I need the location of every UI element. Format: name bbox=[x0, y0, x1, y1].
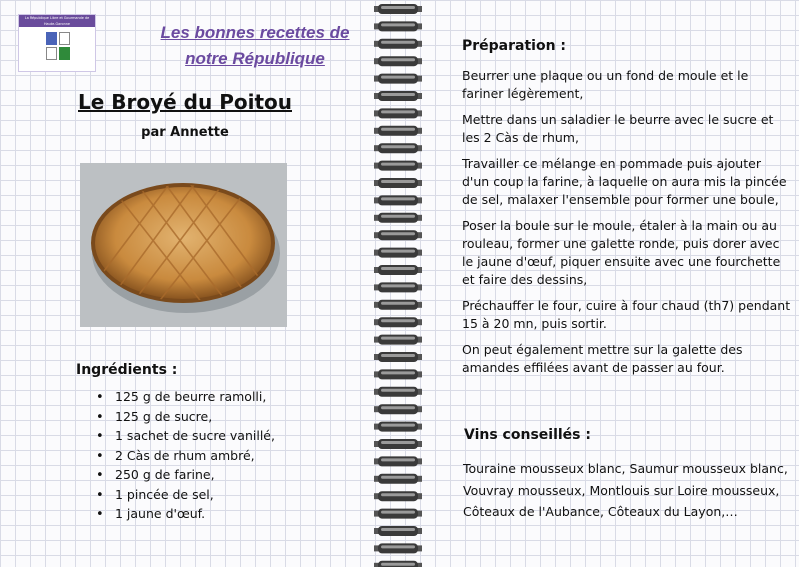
preparation-step: Travailler ce mélange en pommade puis ajouter d'un coup la farine, à laquelle on aura mis la pincée de sel, malaxer l'ensemble pour former une boule, bbox=[462, 156, 787, 207]
spiral-ring bbox=[374, 422, 422, 432]
preparation-step: Mettre dans un saladier le beurre avec le sucre et les 2 Càs de rhum, bbox=[462, 112, 774, 145]
list-item: • 125 g de beurre ramolli, bbox=[96, 388, 275, 408]
spiral-ring bbox=[374, 195, 422, 205]
ingredients-list bbox=[96, 388, 275, 525]
spiral-ring bbox=[374, 230, 422, 240]
wine-line: Touraine mousseux blanc, Saumur mousseux blanc, bbox=[463, 461, 788, 476]
list-item: • 1 sachet de sucre vanillé, bbox=[96, 427, 275, 447]
wines-list bbox=[463, 458, 793, 523]
preparation-step: On peut également mettre sur la galette des amandes effilées avant de passer au four. bbox=[462, 342, 743, 375]
spiral-ring bbox=[374, 561, 422, 567]
wine-line: Vouvray mousseux, Montlouis sur Loire mousseux, bbox=[463, 482, 780, 498]
site-title-line1: Les bonnes recettes de bbox=[160, 23, 350, 42]
spiral-ring bbox=[374, 4, 422, 14]
preparation-steps bbox=[462, 67, 792, 385]
spiral-ring bbox=[374, 143, 422, 153]
site-title bbox=[140, 20, 370, 72]
spiral-ring bbox=[374, 161, 422, 171]
spiral-ring bbox=[374, 404, 422, 414]
spiral-ring bbox=[374, 352, 422, 362]
notebook-spiral bbox=[374, 0, 422, 567]
list-item: • 125 g de sucre, bbox=[96, 408, 275, 428]
spiral-ring bbox=[374, 526, 422, 536]
spiral-ring bbox=[374, 21, 422, 31]
spiral-ring bbox=[374, 74, 422, 84]
spiral-ring bbox=[374, 39, 422, 49]
spiral-ring bbox=[374, 126, 422, 136]
spiral-ring bbox=[374, 456, 422, 466]
spiral-ring bbox=[374, 282, 422, 292]
list-item: • 1 pincée de sel, bbox=[96, 486, 275, 506]
spiral-ring bbox=[374, 369, 422, 379]
galette-photo bbox=[80, 163, 287, 327]
spiral-ring bbox=[374, 387, 422, 397]
wines-heading: Vins conseillés : bbox=[464, 427, 591, 443]
spiral-ring bbox=[374, 178, 422, 188]
republic-logo bbox=[18, 14, 96, 72]
spiral-ring bbox=[374, 300, 422, 310]
site-title-line2: notre République bbox=[185, 49, 325, 68]
logo-band-text: La République Libre et Gourmande de Haute-Garonne bbox=[19, 15, 95, 27]
preparation-step: Poser la boule sur le moule, étaler à la main ou au rouleau, former une galette ronde, puis dorer avec le jaune d'œuf, piquer ensuite avec une fourchette et faire des dessins, bbox=[462, 218, 781, 287]
list-item: • 250 g de farine, bbox=[96, 466, 275, 486]
wine-line: Côteaux de l'Aubance, Côteaux du Layon,… bbox=[463, 504, 738, 519]
recipe-author: par Annette bbox=[141, 125, 229, 140]
preparation-step: Beurrer une plaque ou un fond de moule et le fariner légèrement, bbox=[462, 68, 749, 101]
spiral-ring bbox=[374, 491, 422, 501]
spiral-ring bbox=[374, 213, 422, 223]
spiral-ring bbox=[374, 439, 422, 449]
list-item: • 2 Càs de rhum ambré, bbox=[96, 447, 275, 467]
recipe-title: Le Broyé du Poitou bbox=[78, 90, 292, 114]
spiral-ring bbox=[374, 108, 422, 118]
spiral-ring bbox=[374, 543, 422, 553]
preparation-heading: Préparation : bbox=[462, 38, 567, 54]
shield-icon bbox=[46, 32, 70, 62]
list-item: • 1 jaune d'œuf. bbox=[96, 505, 275, 525]
spiral-ring bbox=[374, 509, 422, 519]
spiral-ring bbox=[374, 317, 422, 327]
preparation-step: Préchauffer le four, cuire à four chaud (th7) pendant 15 à 20 mn, puis sortir. bbox=[462, 298, 791, 331]
spiral-ring bbox=[374, 91, 422, 101]
spiral-ring bbox=[374, 248, 422, 258]
spiral-ring bbox=[374, 56, 422, 66]
spiral-ring bbox=[374, 474, 422, 484]
spiral-ring bbox=[374, 265, 422, 275]
spiral-ring bbox=[374, 335, 422, 345]
ingredients-heading: Ingrédients : bbox=[76, 362, 178, 378]
